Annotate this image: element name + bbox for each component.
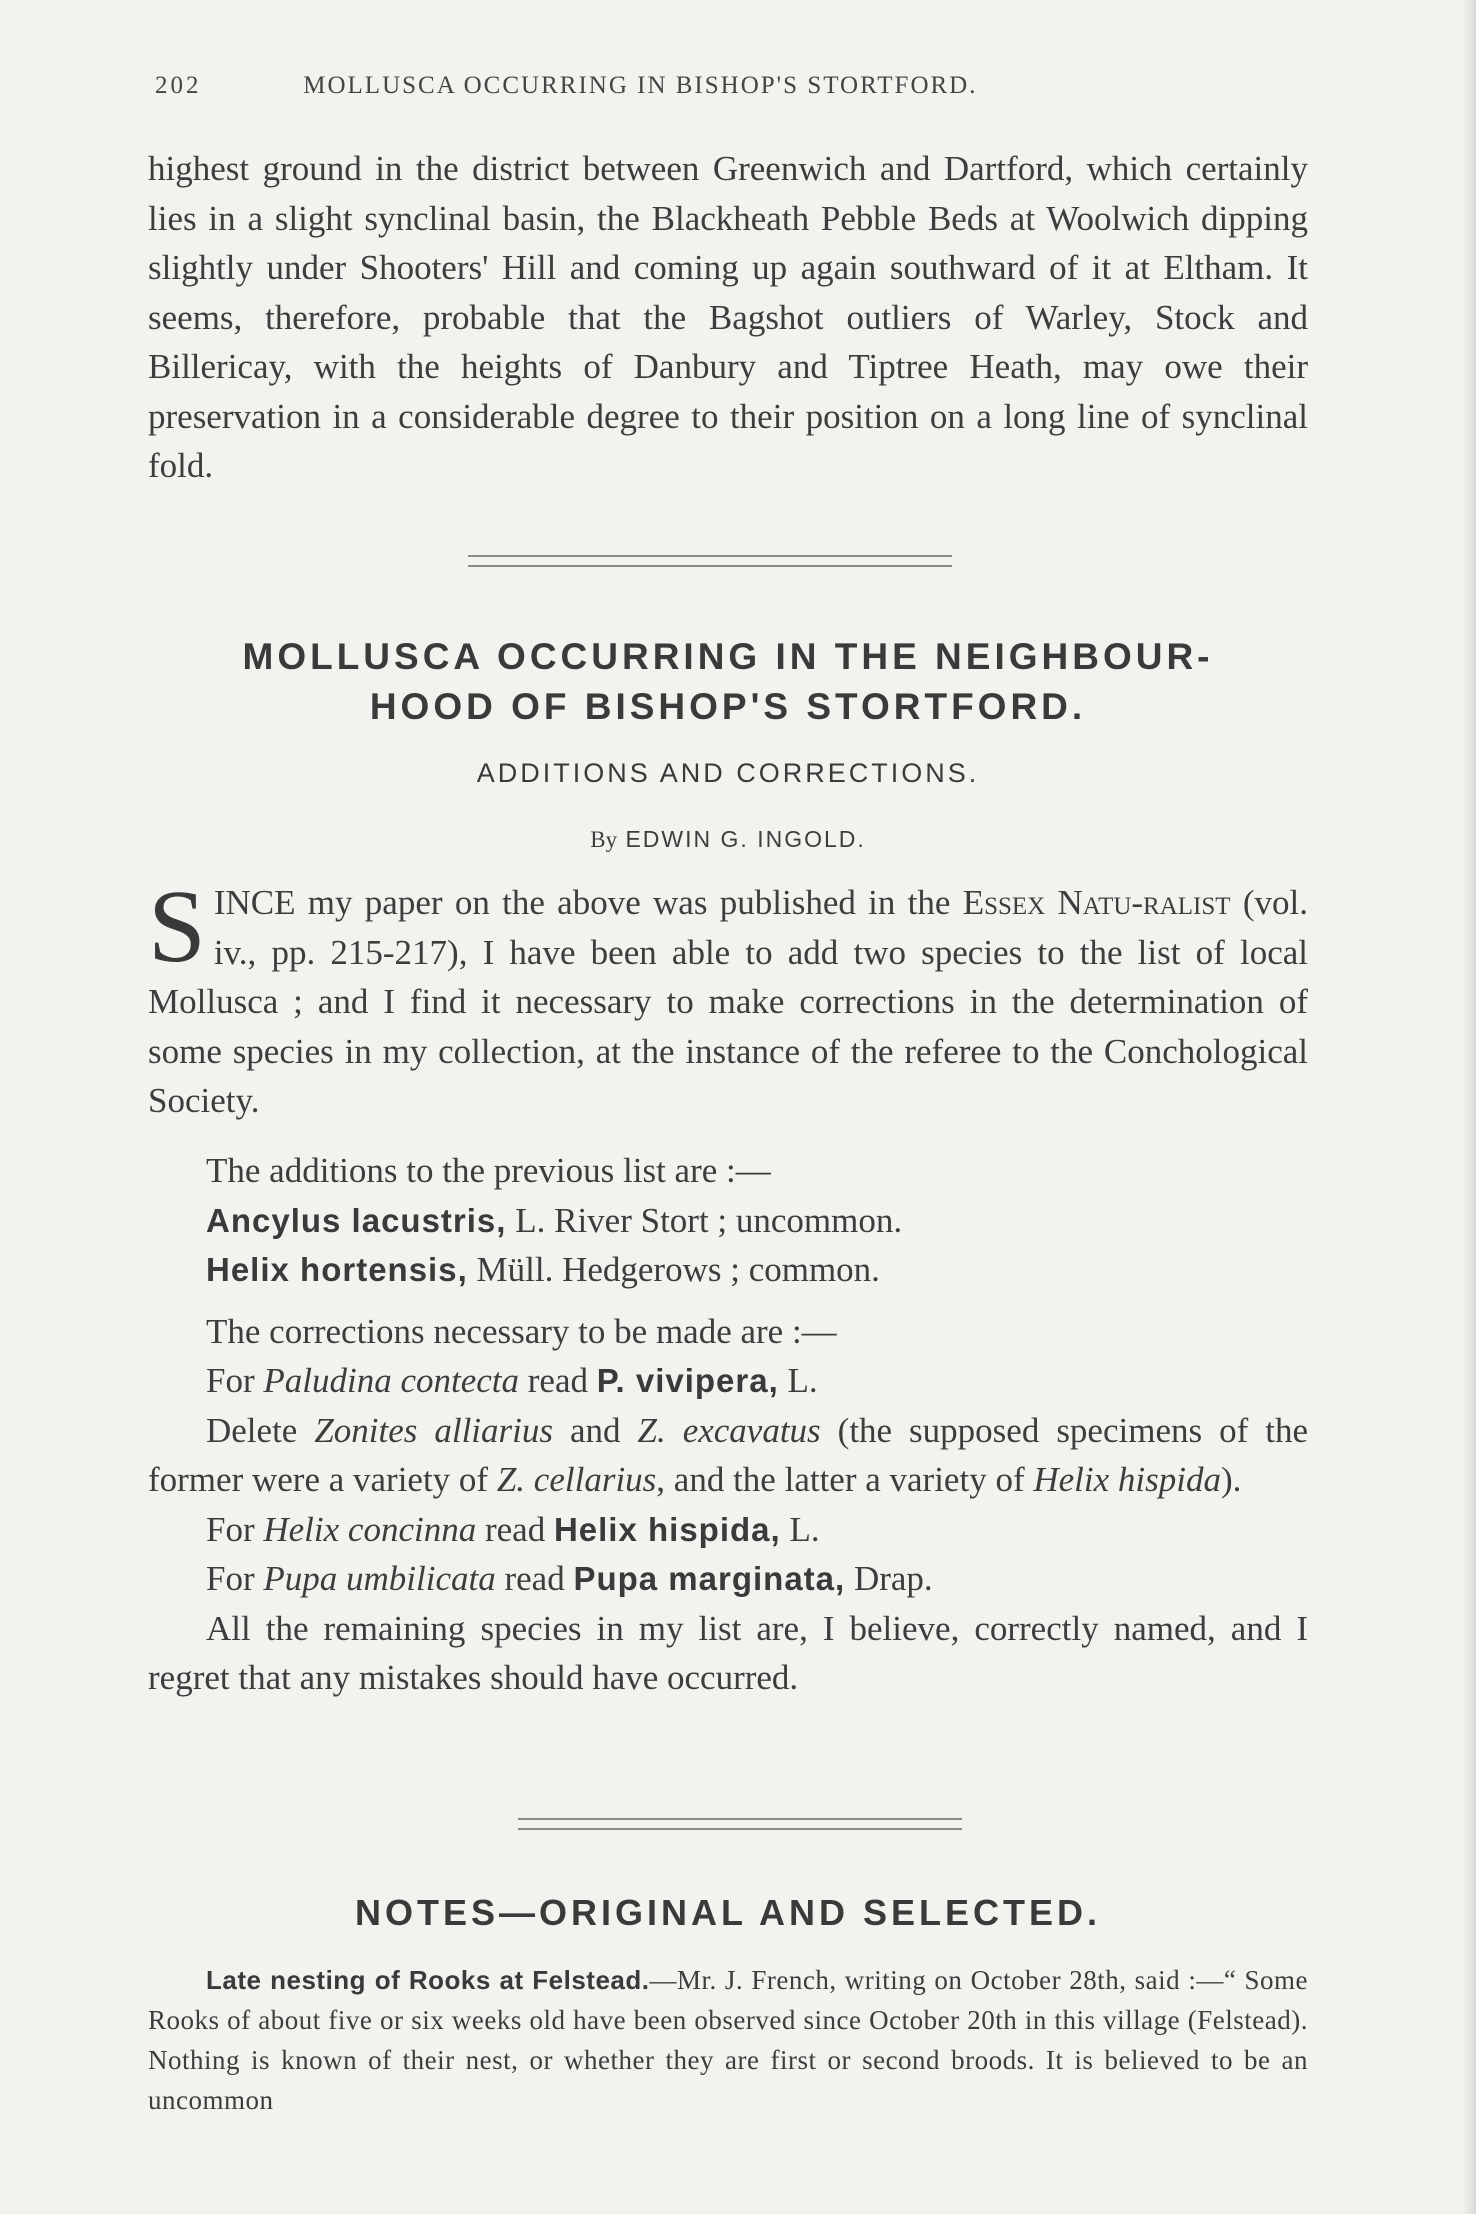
- running-head-title: MOLLUSCA OCCURRING IN BISHOP'S STORTFORD.: [303, 72, 978, 99]
- notes-title: NOTES—ORIGINAL AND SELECTED.: [354, 1892, 1102, 1933]
- new-species: Pupa marginata,: [573, 1560, 846, 1597]
- article-title-line-1: MOLLUSCA OCCURRING IN THE NEIGHBOUR-: [242, 636, 1214, 677]
- section-divider: [518, 1818, 962, 1830]
- old-species: Helix concinna: [263, 1509, 477, 1549]
- deleted-species-1: Zonites alliarius: [314, 1410, 553, 1450]
- species-author: L.: [506, 1200, 546, 1240]
- for-word: For: [206, 1559, 264, 1598]
- section-divider: [468, 555, 952, 567]
- correction-item: [148, 1554, 1308, 1604]
- article-title: [148, 632, 1308, 732]
- species-author: L.: [780, 1509, 820, 1549]
- spacer: [148, 1295, 1308, 1307]
- journal-name: Essex Natu-ralist: [962, 883, 1231, 922]
- opening-paragraph: [148, 144, 1308, 491]
- species-note: Hedgerows ; common.: [553, 1250, 880, 1289]
- note-item: [148, 1960, 1308, 2120]
- species-author: Müll.: [467, 1250, 554, 1289]
- read-word: read: [519, 1361, 597, 1400]
- delete-explanation-3: ).: [1220, 1460, 1242, 1499]
- article-title-line-2: HOOD OF BISHOP'S STORTFORD.: [369, 686, 1087, 727]
- new-species: Helix hispida,: [553, 1510, 781, 1548]
- page-number: 202: [155, 72, 202, 99]
- addition-item: [148, 1196, 1308, 1246]
- additions-intro: The additions to the previous list are :—: [206, 1151, 771, 1190]
- new-species: P. vivipera,: [596, 1362, 779, 1399]
- delete-word: Delete: [206, 1410, 315, 1450]
- species-name: Helix hortensis,: [206, 1251, 468, 1288]
- addition-item: [148, 1245, 1308, 1295]
- species-author: Drap.: [845, 1559, 933, 1598]
- for-word: For: [206, 1509, 264, 1549]
- correction-item: [148, 1356, 1308, 1406]
- article-intro: [148, 869, 1308, 1126]
- delete-explanation-1: (the supposed specimens of the former were a variety of: [148, 1410, 1308, 1499]
- closing-paragraph: All the remaining species in my list are, I believe, correctly named, and I regret that any mistakes should have occurred.: [148, 1608, 1308, 1697]
- article-subtitle: ADDITIONS AND CORRECTIONS.: [476, 758, 980, 788]
- species-name: Ancylus lacustris,: [206, 1201, 507, 1239]
- species-author: L.: [778, 1361, 818, 1400]
- note-text: —Mr. J. French, writing on October 28th, said :—“ Some Rooks of about five or six weeks old have been observed since October 20th in this village (Felstead). Nothing is known of their nest, or whether they are first or second broods. It is believed to be an uncommon: [148, 1965, 1308, 2115]
- deleted-species-2: Z. excavatus: [637, 1410, 821, 1450]
- additions-corrections: [148, 1146, 1308, 1703]
- read-word: read: [476, 1509, 554, 1549]
- old-species: Paludina contecta: [263, 1361, 520, 1400]
- byline: [148, 826, 1308, 853]
- delete-item: [148, 1406, 1308, 1505]
- and-word: and: [553, 1410, 638, 1450]
- note-paragraph: [148, 1960, 1308, 2120]
- intro-text-2: (vol. iv., pp. 215-217), I have been able to add two species to the list of local Mollusca ; and I find it necessary to make corrections in the determination of some species in my collection, at the instance of the referee to the Conchological Society.: [148, 883, 1308, 1120]
- intro-paragraph: [148, 869, 1308, 1126]
- byline-prefix: By: [590, 827, 618, 852]
- delete-explanation-2: , and the latter a variety of: [656, 1460, 1034, 1499]
- byline-author: EDWIN G. INGOLD.: [625, 826, 866, 852]
- old-species: Pupa umbilicata: [263, 1559, 496, 1598]
- drop-cap: S: [148, 869, 206, 984]
- variety-species-1: Z. cellarius: [496, 1460, 657, 1499]
- page-edge-shadow: [1462, 0, 1476, 2214]
- for-word: For: [206, 1361, 264, 1400]
- note-heading: Late nesting of Rooks at Felstead.: [206, 1965, 650, 1995]
- corrections-intro: The corrections necessary to be made are :—: [206, 1311, 837, 1351]
- correction-item: [148, 1505, 1308, 1555]
- running-head: [155, 72, 1315, 100]
- read-word: read: [495, 1559, 574, 1598]
- variety-species-2: Helix hispida: [1033, 1460, 1221, 1499]
- opening-paragraph-text: highest ground in the district between Greenwich and Dartford, which certainly lies in a slight synclinal basin, the Blackheath Pebble Beds at Woolwich dipping slightly under Shooters' Hill and coming up again southward of it at Eltham. It seems, therefore, probable that the Bagshot outliers of Warley, Stock and Billericay, with the heights of Danbury and Tiptree Heath, may owe their preservation in a considerable degree to their position on a long line of synclinal fold.: [148, 149, 1308, 485]
- intro-text-1: INCE my paper on the above was published in the: [213, 883, 963, 922]
- species-note: River Stort ; uncommon.: [545, 1200, 903, 1240]
